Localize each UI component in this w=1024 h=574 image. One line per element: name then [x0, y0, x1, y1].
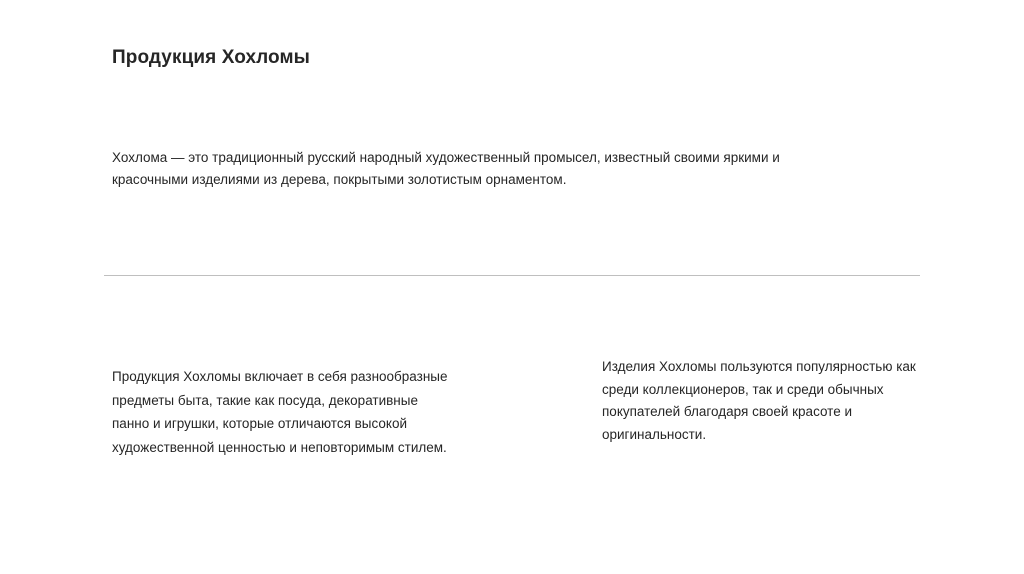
left-column-text: Продукция Хохломы включает в себя разнообразные предметы быта, такие как посуда, декоративные панно и игрушки, которые отличаются высокой художественной ценностью и неповторимым стилем.: [112, 369, 448, 455]
slide-title: Продукция Хохломы: [112, 47, 310, 68]
right-column-text: Изделия Хохломы пользуются популярностью как среди коллекционеров, так и среди обычных покупателей благодаря своей красоте и оригинальности.: [602, 359, 916, 442]
section-divider: [104, 275, 920, 276]
intro-paragraph: Хохлома — это традиционный русский народный художественный промысел, известный своими яркими и красочными изделиями из дерева, покрытыми золотистым орнаментом.: [112, 150, 780, 187]
